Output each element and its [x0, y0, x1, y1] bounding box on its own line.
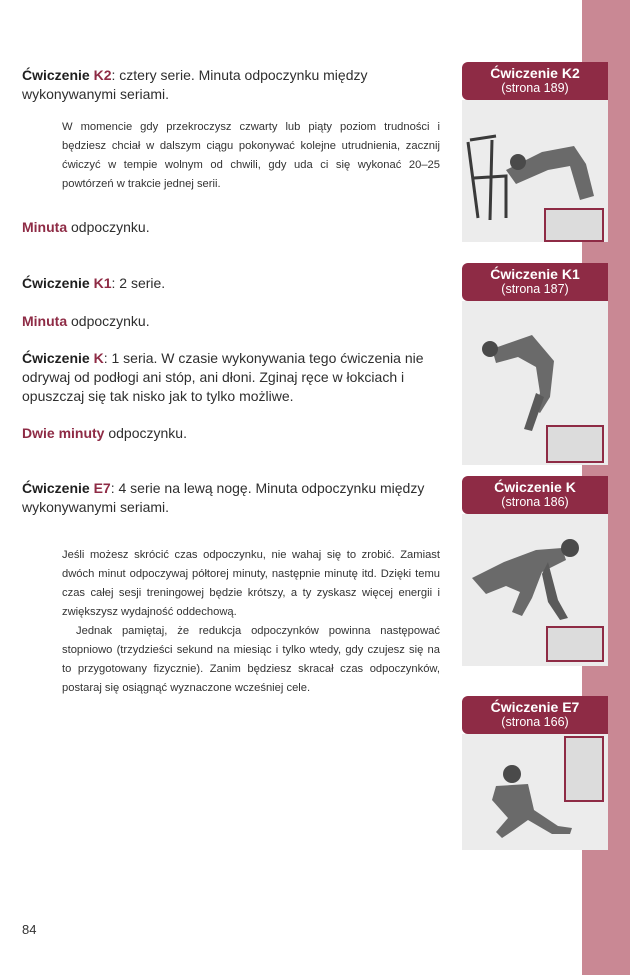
note-k2 [62, 118, 440, 194]
exercise-page: (strona 187) [501, 282, 569, 296]
exercise-label-k [462, 476, 608, 514]
exercise-photo-k1 [462, 301, 608, 465]
note-rest [62, 546, 440, 698]
entry-k1 [22, 274, 165, 293]
rest-3 [22, 424, 187, 443]
note-paragraph: Jednak pamiętaj, że redukcja odpoczynków powinna następować stopniowo (trzydzieści sekund na miesiąc i tylko wtedy, gdy czujesz się na to przygotowany fizycznie). Zanim będziesz skracał czas odpoczynków, postaraj się osiągnąć wyznaczone wcześniej cele. [62, 625, 440, 694]
exercise-page: (strona 189) [501, 81, 569, 95]
exercise-photo-e7 [462, 734, 608, 850]
rest-accent: Minuta [22, 313, 68, 329]
rest-text: odpoczynku. [67, 219, 150, 235]
rest-2 [22, 312, 150, 331]
entry-lead: Ćwiczenie [22, 480, 94, 496]
rest-text: odpoczynku. [104, 425, 187, 441]
entry-e7 [22, 479, 442, 517]
exercise-page: (strona 166) [501, 715, 569, 729]
inset-photo [564, 736, 604, 802]
rest-accent: Dwie minuty [22, 425, 105, 441]
rest-text: odpoczynku. [67, 313, 150, 329]
note-paragraph: Jeśli możesz skrócić czas odpoczynku, nie wahaj się to zrobić. Zamiast dwóch minut odpoczywaj półtorej minuty, następnie minutę itd. Dzięki temu czas całej sesji treningowej będzie krótszy, a ty zyskasz więcej energii i zwiększysz wydajność oddechową. [62, 549, 440, 618]
exercise-label-k1 [462, 263, 608, 301]
exercise-name: Ćwiczenie K1 [490, 266, 580, 282]
inset-photo [546, 626, 604, 662]
entry-k [22, 349, 442, 406]
entry-lead: Ćwiczenie [22, 350, 94, 366]
exercise-label-k2 [462, 62, 608, 100]
entry-accent: K [93, 350, 104, 366]
entry-accent: E7 [93, 480, 111, 496]
entry-accent: K2 [93, 67, 112, 83]
inset-photo [546, 425, 604, 463]
entry-text: : 4 serie na lewą nogę. Minuta odpoczynku między wykonywanymi seriami. [22, 480, 425, 515]
rest-accent: Minuta [22, 219, 68, 235]
exercise-name: Ćwiczenie K [494, 479, 576, 495]
entry-k2 [22, 66, 442, 104]
exercise-photo-k [462, 514, 608, 666]
inset-photo [544, 208, 604, 242]
entry-lead: Ćwiczenie [22, 275, 94, 291]
entry-text: : 2 serie. [111, 275, 166, 291]
entry-text: : cztery serie. Minuta odpoczynku między wykonywanymi seriami. [22, 67, 368, 102]
entry-accent: K1 [93, 275, 112, 291]
exercise-page: (strona 186) [501, 495, 569, 509]
entry-text: : 1 seria. W czasie wykonywania tego ćwiczenia nie odrywaj od podłogi ani stóp, ani dłoni. Zginaj ręce w łokciach i opuszczaj się tak nisko jak to tylko możliwe. [22, 350, 424, 404]
entry-lead: Ćwiczenie [22, 67, 94, 83]
rest-1 [22, 218, 150, 237]
page-number: 84 [22, 922, 37, 937]
exercise-name: Ćwiczenie K2 [490, 65, 580, 81]
note-paragraph: W momencie gdy przekroczysz czwarty lub piąty poziom trudności i będziesz chciał w dalszym ciągu pokonywać kolejne utrudnienia, zacznij ćwiczyć w tempie wolnym od chwili, gdy uda ci się wykonać 20–25 powtórzeń w trakcie jednej serii. [62, 121, 440, 190]
exercise-name: Ćwiczenie E7 [490, 699, 580, 715]
exercise-photo-k2 [462, 100, 608, 242]
exercise-label-e7 [462, 696, 608, 734]
